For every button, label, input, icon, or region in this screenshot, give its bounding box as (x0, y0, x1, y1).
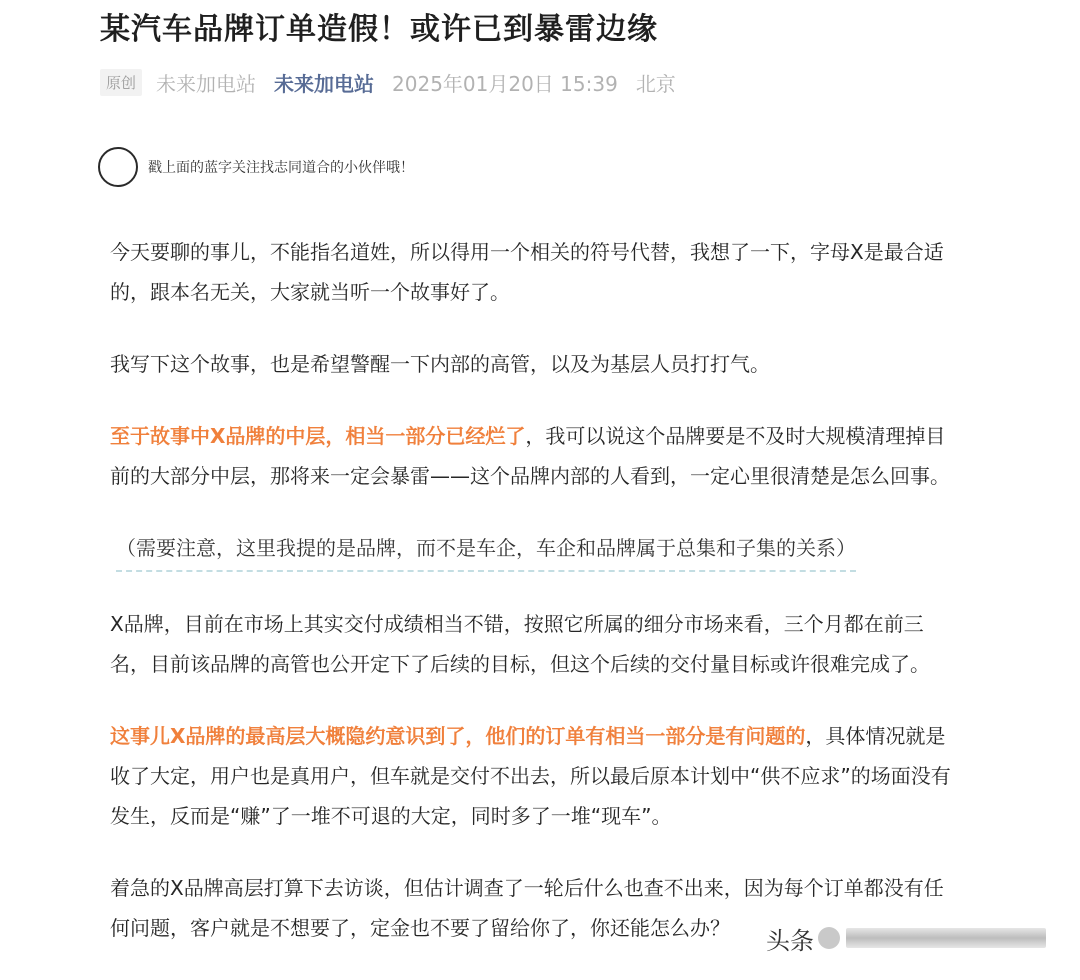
toutiao-watermark (766, 920, 1046, 956)
paragraph-line: X品牌，目前在市场上其实交付成绩相当不错，按照它所属的细分市场来看，三个月都在前三 (110, 612, 924, 636)
publish-date: 2025年01月20日 15:39 (392, 71, 618, 96)
paragraph (110, 344, 1010, 384)
paragraph (110, 604, 1010, 684)
paragraph-line: ，我可以说这个品牌要是不及时大规模清理掉目 (525, 424, 946, 448)
note-text: （需要注意，这里我提的是品牌，而不是车企，车企和品牌属于总集和子集的关系） (116, 528, 856, 572)
account-link[interactable]: 未来加电站 (274, 71, 375, 96)
paragraph-line: 发生，反而是“赚”了一堆不可退的大定，同时多了一堆“现车”。 (110, 804, 672, 828)
paragraph (110, 232, 1010, 312)
author-name: 未来加电站 (156, 71, 257, 96)
article-title: 某汽车品牌订单造假！或许已到暴雷边缘 (100, 12, 658, 47)
publish-location: 北京 (635, 71, 676, 96)
circle-icon (98, 147, 138, 187)
paragraph (110, 528, 1010, 572)
paragraph-line: 收了大定，用户也是真用户，但车就是交付不出去，所以最后原本计划中“供不应求”的场面没有 (110, 764, 951, 788)
paragraph-line: 今天要聊的事儿，不能指名道姓，所以得用一个相关的符号代替，我想了一下，字母X是最合适 (110, 240, 944, 264)
watermark-text: 头条 (766, 926, 814, 955)
highlighted-text: 至于故事中X品牌的中层，相当一部分已经烂了 (110, 424, 526, 448)
highlighted-text: 这事儿X品牌的最高层大概隐约意识到了，他们的订单有相当一部分是有问题的 (110, 724, 806, 748)
paragraph-line: 我写下这个故事，也是希望警醒一下内部的高管，以及为基层人员打打气。 (110, 352, 770, 376)
paragraph (110, 716, 1010, 836)
paragraph-line: 的，跟本名无关，大家就当听一个故事好了。 (110, 280, 510, 304)
paragraph-line: 前的大部分中层，那将来一定会暴雷——这个品牌内部的人看到，一定心里很清楚是怎么回事。 (110, 464, 950, 488)
paragraph-line: ，具体情况就是 (805, 724, 946, 748)
blurred-username (846, 928, 1046, 948)
paragraph-line: 何问题，客户就是不想要了，定金也不要了留给你了，你还能怎么办？ (110, 916, 730, 940)
original-badge: 原创 (100, 69, 142, 96)
follow-prompt (98, 146, 414, 188)
follow-prompt-text: 戳上面的蓝字关注找志同道合的小伙伴哦！ (148, 160, 414, 176)
article-meta (100, 66, 676, 98)
article-body (110, 232, 1010, 980)
paragraph-line: 名，目前该品牌的高管也公开定下了后续的目标，但这个后续的交付量目标或许很难完成了。 (110, 652, 930, 676)
paragraph (110, 416, 1010, 496)
avatar-icon (818, 927, 840, 949)
paragraph-line: 着急的X品牌高层打算下去访谈，但估计调查了一轮后什么也查不出来，因为每个订单都没有任 (110, 876, 944, 900)
